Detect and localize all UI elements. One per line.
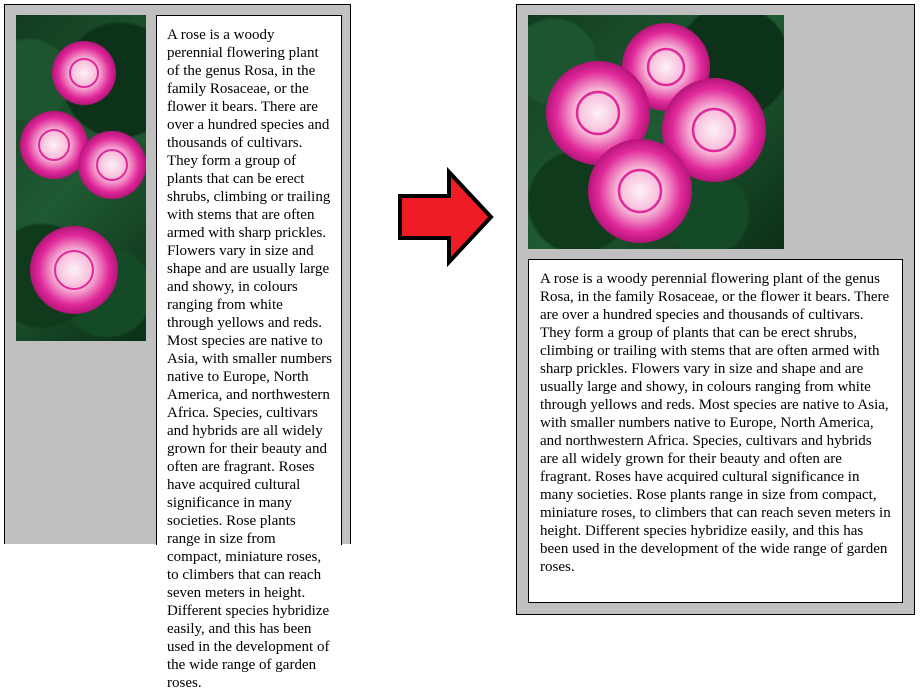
- roses-illustration: [16, 15, 146, 341]
- rose: [52, 41, 116, 105]
- after-layout-panel: [516, 4, 915, 615]
- right-arrow-icon: [397, 168, 495, 266]
- article-text-box-narrow: [156, 15, 342, 691]
- rose: [30, 226, 118, 314]
- rose: [588, 139, 692, 243]
- rose: [20, 111, 88, 179]
- article-text: A rose is a woody perennial flowering plant of the genus Rosa, in the family Rosaceae, or the flower it bears. There are over a hundred species and thousands of cultivars. They form a group of plants that can be erect shrubs, climbing or trailing with stems that are often armed with sharp prickles. Flowers vary in size and shape and are usually large and showy, in colours ranging from white through yellows and reds. Most species are native to Asia, with smaller numbers native to Europe, North America, and northwestern Africa. Species, cultivars and hybrids are all widely grown for their beauty and often are fragrant. Roses have acquired cultural significance in many societies. Rose plants range in size from compact, miniature roses, to climbers that can reach seven meters in height. Different species hybridize easily, and this has been used in the development of the wide range of garden roses.: [540, 271, 891, 575]
- roses-illustration: [528, 15, 784, 249]
- pink-roses-photo-vertical: [16, 15, 146, 341]
- article-text: A rose is a woody perennial flowering plant of the genus Rosa, in the family Rosaceae, or the flower it bears. There are over a hundred species and thousands of cultivars. They form a group of plants that can be erect shrubs, climbing or trailing with stems that are often armed with sharp prickles. Flowers vary in size and shape and are usually large and showy, in colours ranging from white through yellows and reds. Most species are native to Asia, with smaller numbers native to Europe, North America, and northwestern Africa. Species, cultivars and hybrids are all widely grown for their beauty and often are fragrant. Roses have acquired cultural significance in many societies. Rose plants range in size from compact, miniature roses, to climbers that can reach seven meters in height. Different species hybridize easily, and this has been used in the development of the wide range of garden roses.: [167, 27, 332, 691]
- rose: [78, 131, 146, 199]
- before-layout-panel: [4, 4, 351, 691]
- article-text-box-wide: [528, 259, 903, 603]
- pink-roses-photo-square: [528, 15, 784, 249]
